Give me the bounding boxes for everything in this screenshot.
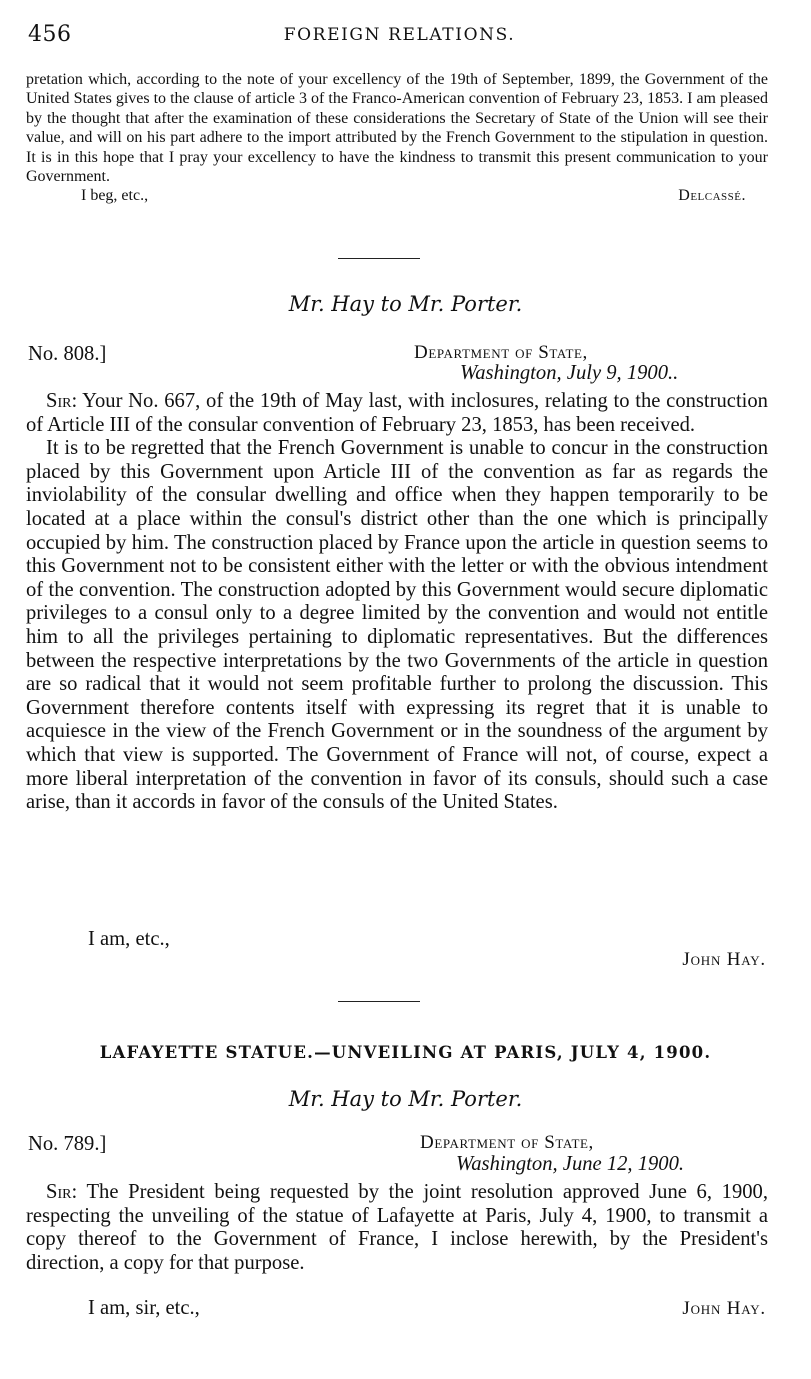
prior-letter-continuation: [26, 70, 768, 206]
letter-1-salutation: Sir:: [46, 390, 78, 412]
prior-letter-signoff: [26, 186, 768, 206]
prior-letter-signature: Delcassé.: [678, 187, 746, 205]
letter-2-salutation: Sir:: [46, 1181, 78, 1203]
letter-1-number: No. 808.]: [28, 343, 107, 365]
letter-2-department: Department of State,: [420, 1132, 594, 1153]
page-header: [28, 22, 771, 52]
letter-2-paragraph-1: [26, 1181, 768, 1275]
letter-2-number: No. 789.]: [28, 1133, 107, 1155]
letter-1-paragraph-2: It is to be regretted that the French Government is unable to concur in the construction placed by this Government upon Article III of the convention as far as regards the inviolability of the consular dwelling and office when they happen temporarily to be located at a place within the consul's district other than the one which is principally occupied by him. The construction placed by France upon the article in question seems to this Government not to be consistent either with the letter or with the obvious intendment of the convention. The construction adopted by this Government would secure diplomatic privileges to a consul only to a degree limited by the convention and would not entitle him to all the privileges pertaining to diplomatic representatives. But the differences between the respective interpretations by the two Governments of the article in question are so radical that it would not seem profitable further to prolong the discussion. This Government therefore contents itself with expressing its regret that it is unable to acquiesce in the view of the French Government or in the soundness of the argument by which that view is supported. The Government of France will not, of course, expect a more liberal interpretation of the convention in favor of its consuls, should such a case arise, than it accords in favor of the consuls of the United States.: [26, 437, 768, 814]
letter-2-place-date: Washington, June 12, 1900.: [456, 1153, 685, 1175]
letter-2-closing: I am, sir, etc.,: [88, 1297, 200, 1319]
prior-letter-closing: I beg, etc.,: [81, 187, 149, 205]
letter-1-paragraph-1: [26, 390, 768, 437]
letter-2-title: Mr. Hay to Mr. Porter.: [288, 1087, 523, 1111]
running-head: FOREIGN RELATIONS.: [283, 25, 516, 45]
letter-2-signature: John Hay.: [682, 1298, 766, 1319]
letter-1-closing: I am, etc.,: [88, 928, 170, 950]
letter-2-paragraph-1-text: The President being requested by the joint resolution approved June 6, 1900, respecting the unveiling of the statue of Lafayette at Paris, July 4, 1900, to transmit a copy thereof to the Government of France, I inclose herewith, by the President's direction, a copy for that purpose.: [26, 1181, 768, 1274]
section-divider-2: [338, 1001, 420, 1002]
letter-1-body: [26, 390, 768, 815]
letter-1-place-date: Washington, July 9, 1900..: [460, 362, 679, 384]
letter-1-paragraph-1-text: Your No. 667, of the 19th of May last, with inclosures, relating to the construction of Article III of the consular convention of February 23, 1853, has been received.: [26, 390, 768, 436]
letter-1-department: Department of State,: [414, 342, 588, 363]
letter-1-signature: John Hay.: [682, 949, 766, 970]
section-heading: LAFAYETTE STATUE.—UNVEILING AT PARIS, JULY 4, 1900.: [99, 1043, 712, 1062]
letter-2-body: [26, 1181, 768, 1275]
prior-letter-body: pretation which, according to the note of your excellency of the 19th of September, 1899, the Government of the United States gives to the clause of article 3 of the Franco-American convention of February 23, 1853. I am pleased by the thought that after the examination of these considerations the Secretary of State of the Union will see their value, and will on his part adhere to the import attributed by the French Government to the stipulation in question. It is in this hope that I pray your excellency to have the kindness to transmit this present communication to your Government.: [26, 71, 768, 186]
letter-1-title: Mr. Hay to Mr. Porter.: [288, 292, 523, 316]
section-divider: [338, 258, 420, 259]
page-number: 456: [28, 22, 72, 47]
